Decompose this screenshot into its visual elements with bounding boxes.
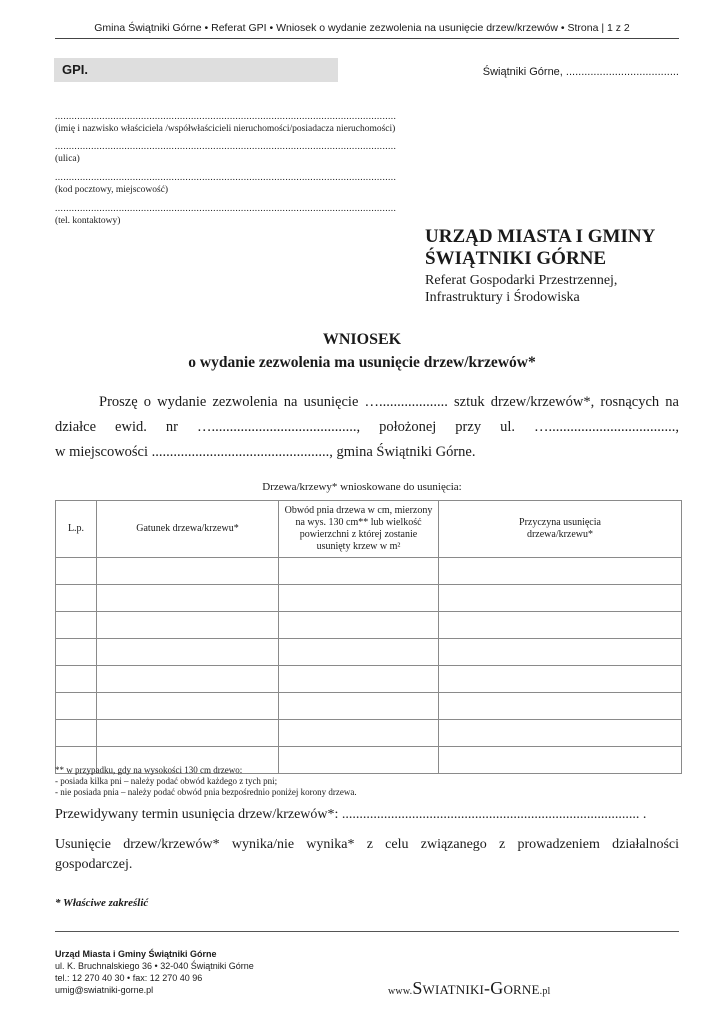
table-cell[interactable] xyxy=(279,693,439,720)
business-line1: Usunięcie drzew/krzewów* wynika/nie wynika* z celu związanego z prowadzeniem działalności xyxy=(55,837,679,852)
footer-divider xyxy=(55,931,679,932)
phone-caption: (tel. kontaktowy) xyxy=(55,216,121,226)
table-cell[interactable] xyxy=(439,558,682,585)
table-row xyxy=(56,720,682,747)
street-dotted-line: ........................................................................................................................... xyxy=(55,142,397,152)
table-row xyxy=(56,666,682,693)
website-logo[interactable] xyxy=(388,978,551,999)
trees-table xyxy=(55,500,682,774)
logo-name: Swiatniki-Gorne xyxy=(412,978,540,998)
footer-address: ul. K. Bruchnalskiego 36 • 32-040 Świątniki Górne xyxy=(55,961,254,971)
asterisk-note: * Właściwe zakreślić xyxy=(55,897,149,909)
office-name-line1: URZĄD MIASTA I GMINY xyxy=(425,226,656,247)
table-row xyxy=(56,558,682,585)
table-caption: Drzewa/krzewy* wnioskowane do usunięcia: xyxy=(262,481,462,493)
page-header: Gmina Świątniki Górne • Referat GPI • Wniosek o wydanie zezwolenia na usunięcie drzew/krzewów • Strona | 1 z 2 xyxy=(94,22,630,34)
col-header-species: Gatunek drzewa/krzewu* xyxy=(97,501,279,558)
footnote-line: - posiada kilka pni – należy podać obwód każdego z tych pni; xyxy=(55,776,278,786)
table-cell[interactable] xyxy=(97,639,279,666)
request-line1: Proszę o wydanie zezwolenia na usunięcie …................... sztuk drzew/krzewów*, rosnących na xyxy=(99,394,679,410)
table-row xyxy=(56,639,682,666)
department-label: GPI. xyxy=(54,58,338,82)
table-cell[interactable] xyxy=(56,666,97,693)
business-line2: gospodarczej. xyxy=(55,857,133,872)
table-cell[interactable] xyxy=(439,666,682,693)
footer-org-name: Urząd Miasta i Gminy Świątniki Górne xyxy=(55,949,217,959)
table-cell[interactable] xyxy=(279,558,439,585)
table-row xyxy=(56,693,682,720)
logo-suffix: .pl xyxy=(539,986,551,997)
document-title: WNIOSEK xyxy=(322,331,402,348)
applicant-name-field xyxy=(55,112,415,135)
table-cell[interactable] xyxy=(439,585,682,612)
table-cell[interactable] xyxy=(97,666,279,693)
postcode-field xyxy=(55,173,415,196)
request-paragraph xyxy=(55,390,679,465)
footer-phone: tel.: 12 270 40 30 • fax: 12 270 40 96 xyxy=(55,973,203,983)
footer-email[interactable]: umig@swiatniki-gorne.pl xyxy=(55,985,154,995)
footer-contact xyxy=(55,948,254,996)
table-cell[interactable] xyxy=(56,693,97,720)
table-cell[interactable] xyxy=(279,612,439,639)
table-cell[interactable] xyxy=(97,693,279,720)
table-cell[interactable] xyxy=(439,639,682,666)
phone-field xyxy=(55,204,415,227)
postcode-caption: (kod pocztowy, miejscowość) xyxy=(55,185,169,195)
name-caption: (imię i nazwisko właściciela /współwłaścicieli nieruchomości/posiadacza nieruchomości) xyxy=(55,124,396,134)
office-department-line2: Infrastruktury i Środowiska xyxy=(425,290,580,305)
office-department-line1: Referat Gospodarki Przestrzennej, xyxy=(425,273,618,288)
table-cell[interactable] xyxy=(439,693,682,720)
logo-prefix: www. xyxy=(388,986,413,997)
request-line2: działce ewid. nr …........................................, położonej przy ul. …..................................., xyxy=(55,419,679,435)
postcode-dotted-line: ........................................................................................................................... xyxy=(55,173,397,183)
footnotes xyxy=(55,765,655,798)
table-cell[interactable] xyxy=(439,612,682,639)
document-subtitle: o wydanie zezwolenia ma usunięcie drzew/krzewów* xyxy=(188,354,536,371)
table-cell[interactable] xyxy=(279,585,439,612)
table-row xyxy=(56,612,682,639)
street-field xyxy=(55,142,415,165)
col-header-lp: L.p. xyxy=(56,501,97,558)
table-row xyxy=(56,585,682,612)
planned-removal-line: Przewidywany termin usunięcia drzew/krzewów*: ..................................................................................... . xyxy=(55,807,647,822)
table-cell[interactable] xyxy=(56,639,97,666)
footnote-line: - nie posiada pnia – należy podać obwód pnia bezpośrednio poniżej korony drzewa. xyxy=(55,787,357,797)
table-cell[interactable] xyxy=(279,639,439,666)
footnote-line: ** w przypadku, gdy na wysokości 130 cm drzewo: xyxy=(55,765,243,775)
name-dotted-line: ........................................................................................................................... xyxy=(55,112,397,122)
header-divider xyxy=(55,38,679,39)
table-cell[interactable] xyxy=(56,612,97,639)
table-cell[interactable] xyxy=(439,720,682,747)
table-cell[interactable] xyxy=(97,612,279,639)
table-cell[interactable] xyxy=(56,585,97,612)
table-cell[interactable] xyxy=(56,558,97,585)
table-cell[interactable] xyxy=(279,666,439,693)
table-header-row xyxy=(56,501,682,558)
place-date-field: Świątniki Górne, ..................................... xyxy=(482,66,679,78)
phone-dotted-line: ........................................................................................................................... xyxy=(55,204,397,214)
table-cell[interactable] xyxy=(97,558,279,585)
street-caption: (ulica) xyxy=(55,154,80,164)
table-cell[interactable] xyxy=(279,720,439,747)
table-cell[interactable] xyxy=(97,720,279,747)
business-purpose-paragraph xyxy=(55,835,679,875)
table-cell[interactable] xyxy=(97,585,279,612)
col-header-circumference: Obwód pnia drzewa w cm, mierzony na wys. 130 cm** lub wielkość powierzchni z której zostanie usunięty krzew w m² xyxy=(279,501,439,558)
office-name-line2: ŚWIĄTNIKI GÓRNE xyxy=(425,248,607,269)
request-line3: w miejscowości ................................................., gmina Świątniki Górne. xyxy=(55,444,476,460)
col-header-reason: Przyczyna usunięcia drzewa/krzewu* xyxy=(439,501,682,558)
table-cell[interactable] xyxy=(56,720,97,747)
office-address xyxy=(425,226,695,306)
